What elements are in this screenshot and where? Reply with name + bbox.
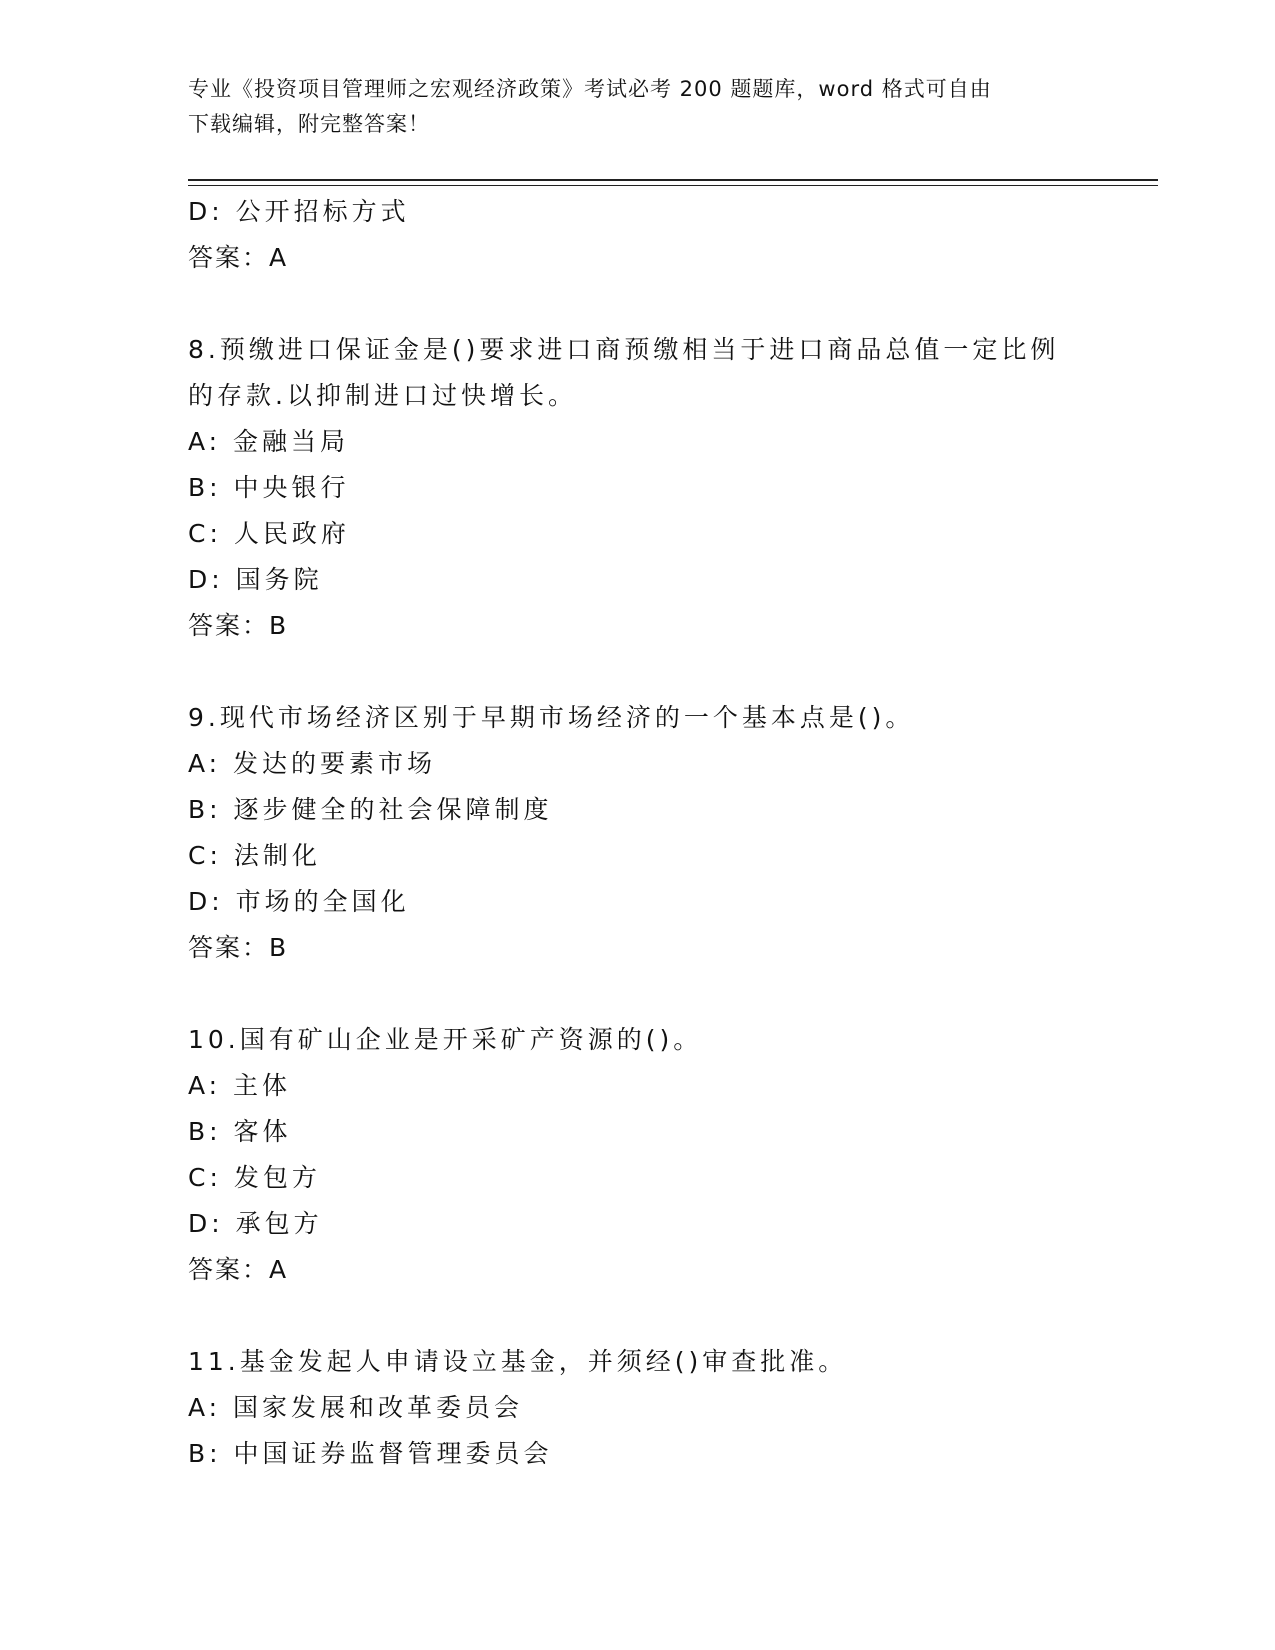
option-b: B: 逐步健全的社会保障制度 xyxy=(188,795,553,824)
option-d: D: 国务院 xyxy=(188,565,323,594)
option-c: C: 发包方 xyxy=(188,1163,321,1192)
question-stem: 11.基金发起人申请设立基金，并须经()审查批准。 xyxy=(188,1347,848,1376)
question-10 xyxy=(188,1017,1088,1293)
answer: 答案：B xyxy=(188,611,289,640)
option-a: A: 发达的要素市场 xyxy=(188,749,437,778)
question-stem-cont: 的存款.以抑制进口过快增长。 xyxy=(188,381,577,410)
option-a: A: 主体 xyxy=(188,1071,292,1100)
header-rule-thick xyxy=(188,179,1158,181)
header-rule-thin xyxy=(188,185,1158,186)
document-body xyxy=(188,189,1088,1477)
answer: 答案：A xyxy=(188,1255,289,1284)
question-9 xyxy=(188,695,1088,971)
option-c: C: 法制化 xyxy=(188,841,321,870)
answer: 答案：A xyxy=(188,243,289,272)
option-d: D: 公开招标方式 xyxy=(188,197,410,226)
question-stem: 8.预缴进口保证金是()要求进口商预缴相当于进口商品总值一定比例 xyxy=(188,335,1060,364)
option-d: D: 承包方 xyxy=(188,1209,323,1238)
option-b: B: 中国证券监督管理委员会 xyxy=(188,1439,553,1468)
option-c: C: 人民政府 xyxy=(188,519,350,548)
option-a: A: 国家发展和改革委员会 xyxy=(188,1393,524,1422)
question-11 xyxy=(188,1339,1088,1477)
option-a: A: 金融当局 xyxy=(188,427,350,456)
option-b: B: 中央银行 xyxy=(188,473,350,502)
question-stem: 10.国有矿山企业是开采矿产资源的()。 xyxy=(188,1025,703,1054)
answer: 答案：B xyxy=(188,933,289,962)
question-stem: 9.现代市场经济区别于早期市场经济的一个基本点是()。 xyxy=(188,703,915,732)
option-d: D: 市场的全国化 xyxy=(188,887,410,916)
document-header: 专业《投资项目管理师之宏观经济政策》考试必考 200 题题库，word 格式可自由 下载编辑，附完整答案！ xyxy=(188,77,992,136)
question-8 xyxy=(188,327,1088,649)
option-b: B: 客体 xyxy=(188,1117,292,1146)
